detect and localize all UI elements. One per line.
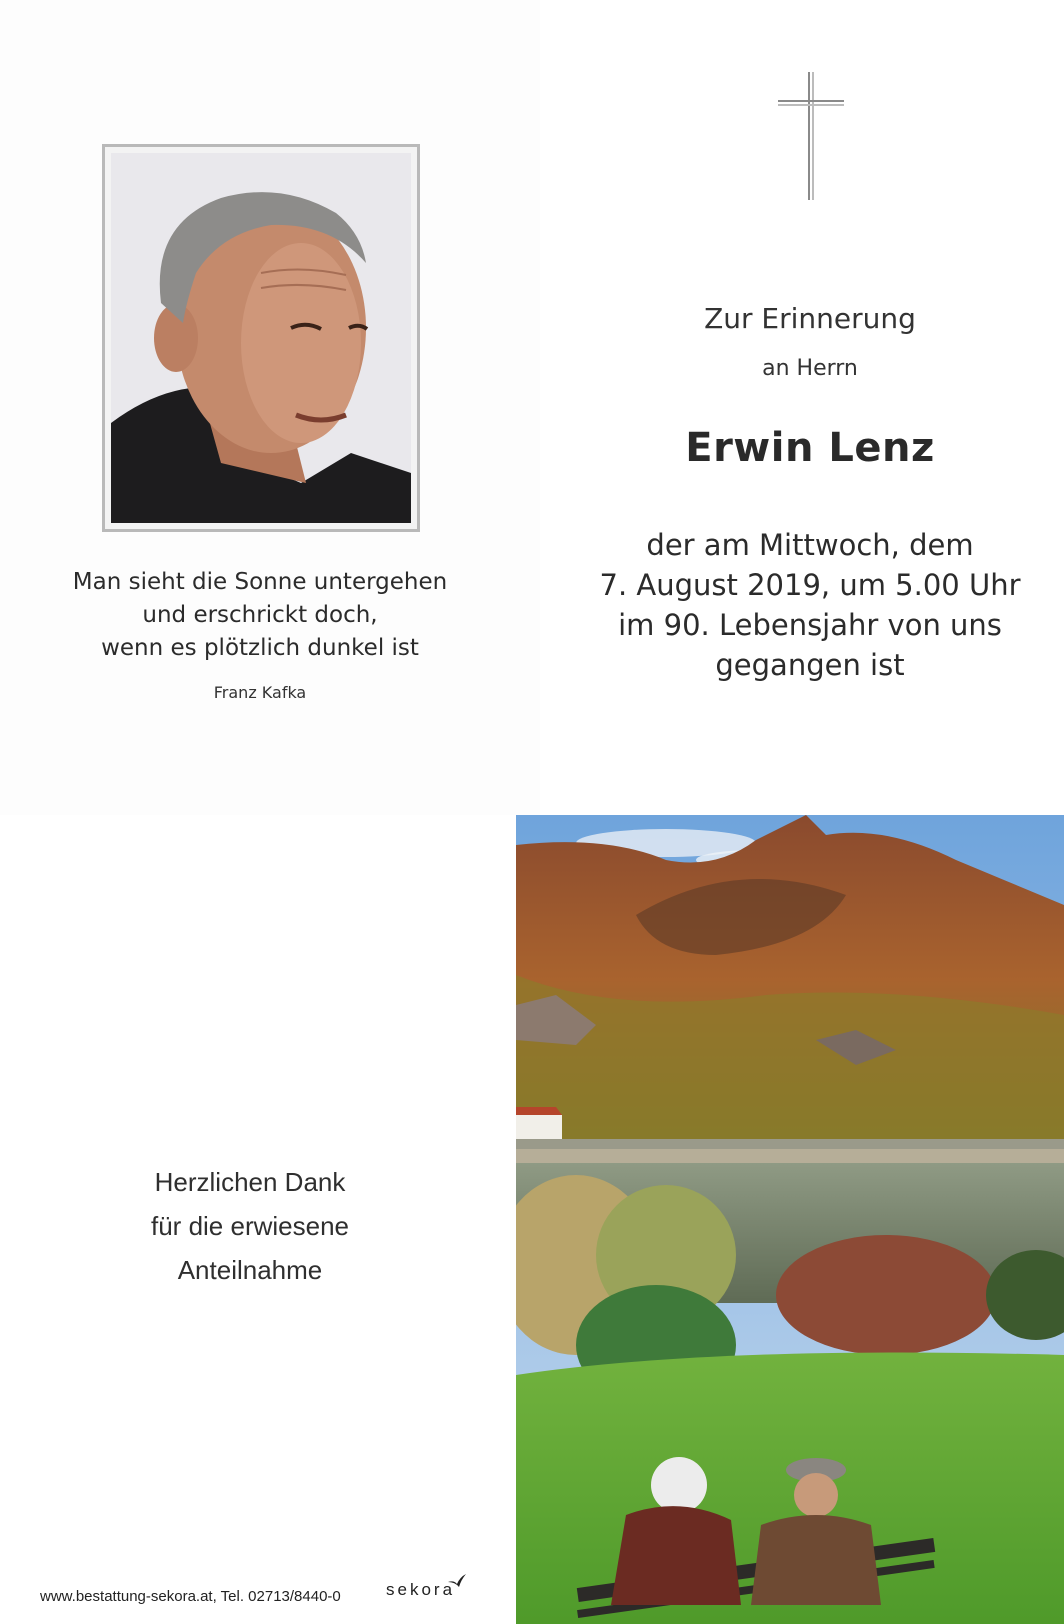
death-line-4: gegangen ist: [715, 648, 905, 682]
company-logo: [386, 1580, 455, 1600]
bird-icon: [448, 1574, 466, 1588]
death-notice: [560, 525, 1060, 685]
death-line-3: im 90. Lebensjahr von uns: [618, 608, 1002, 642]
deceased-name: Erwin Lenz: [685, 425, 935, 471]
portrait-photo: [111, 153, 411, 523]
memorial-salutation: an Herrn: [762, 356, 858, 381]
portrait-frame: [102, 144, 420, 532]
footer-contact: www.bestattung-sekora.at, Tel. 02713/8440-0: [40, 1588, 341, 1605]
death-line-2: 7. August 2019, um 5.00 Uhr: [599, 568, 1021, 602]
quote-line-2: und erschrickt doch,: [142, 602, 378, 628]
thanks-line-2: für die erwiesene: [151, 1211, 349, 1241]
logo-text: sekora: [386, 1580, 456, 1599]
quote-line-1: Man sieht die Sonne untergehen: [72, 569, 448, 595]
cross-icon: [778, 72, 844, 200]
thanks-message: [60, 1160, 440, 1292]
landscape-photo: [516, 815, 1064, 1624]
memorial-heading: Zur Erinnerung: [704, 302, 916, 335]
thanks-line-1: Herzlichen Dank: [154, 1167, 346, 1197]
death-line-1: der am Mittwoch, dem: [646, 528, 974, 562]
quote-line-3: wenn es plötzlich dunkel ist: [101, 635, 419, 661]
quote-author: Franz Kafka: [213, 683, 307, 702]
thanks-line-3: Anteilnahme: [177, 1255, 323, 1285]
